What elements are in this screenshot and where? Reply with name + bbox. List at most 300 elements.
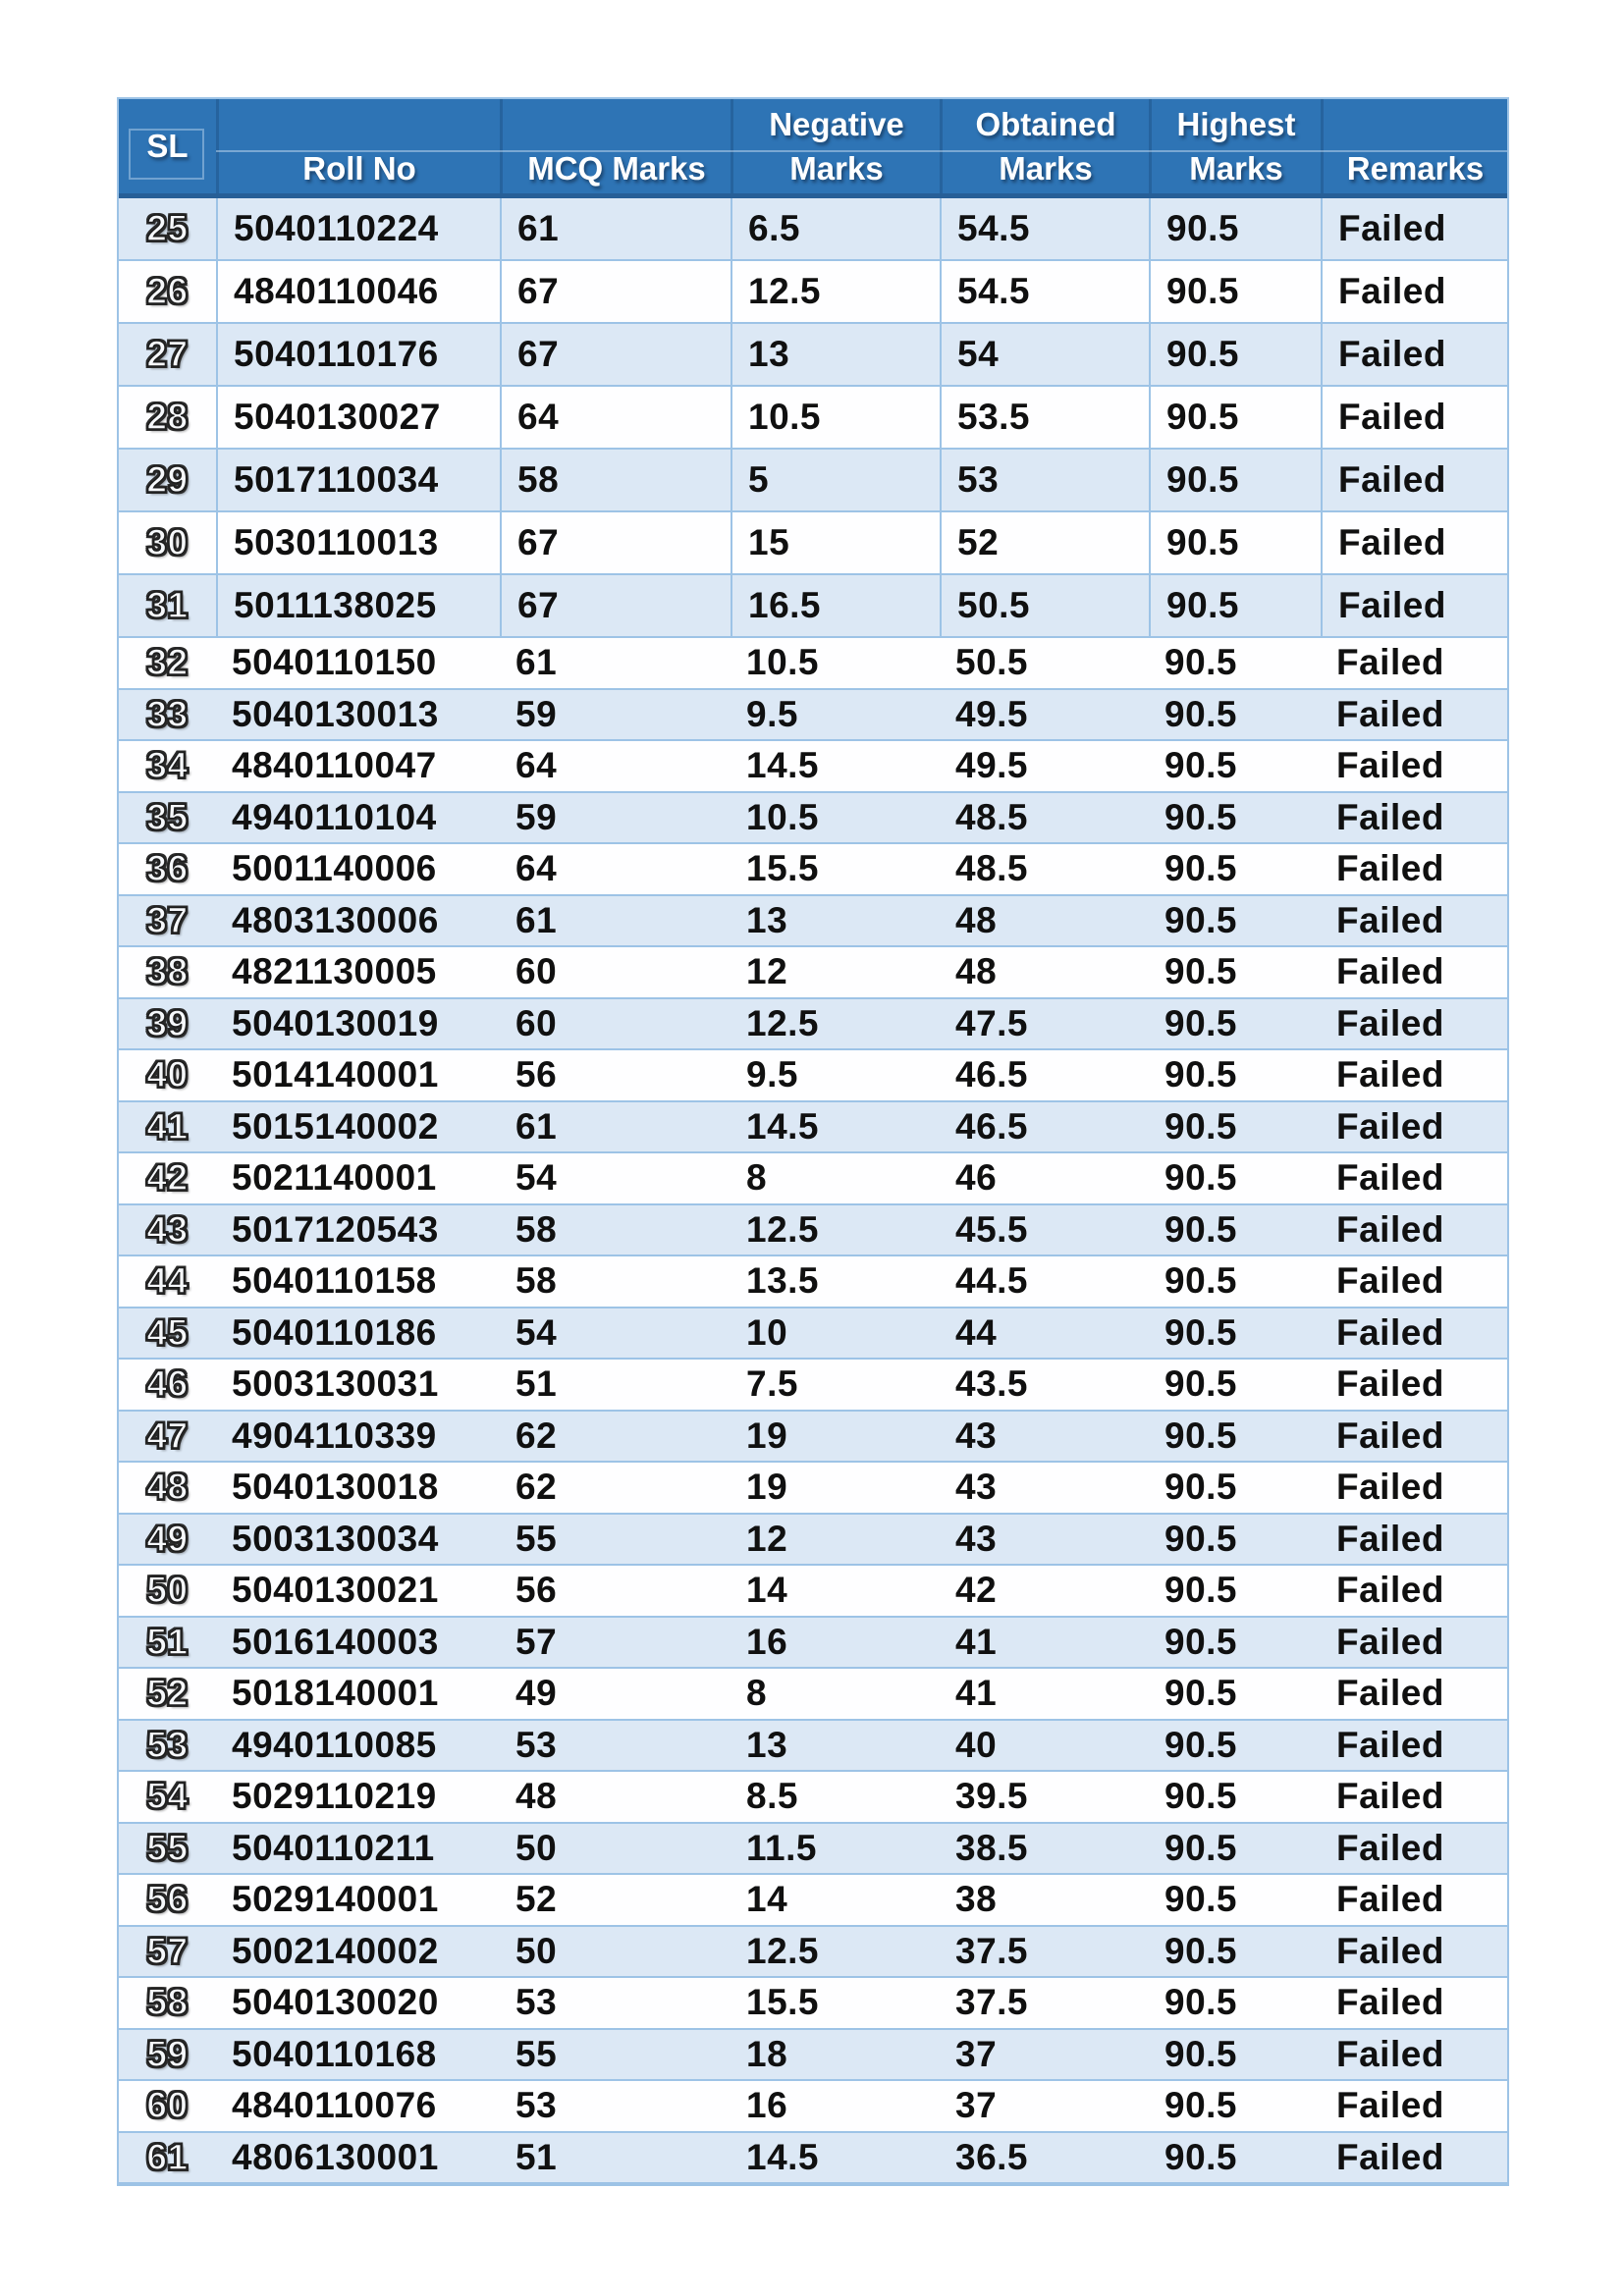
sl-cell: 32 bbox=[146, 642, 189, 683]
roll-no-cell: 5021140001 bbox=[232, 1157, 437, 1199]
remarks-cell: Failed bbox=[1321, 198, 1507, 259]
header-negative-marks-line2: Marks bbox=[789, 150, 884, 187]
table-row bbox=[119, 198, 1507, 261]
roll-no-cell: 5017120543 bbox=[232, 1208, 439, 1250]
negative-marks-cell: 19 bbox=[746, 1467, 788, 1508]
roll-no-cell: 5040130013 bbox=[232, 693, 439, 734]
header-sl-inset-box bbox=[129, 129, 204, 180]
highest-marks-cell: 90.5 bbox=[1164, 899, 1238, 940]
negative-marks-cell: 5 bbox=[731, 450, 940, 510]
roll-no-cell: 5003130034 bbox=[232, 1518, 439, 1559]
negative-marks-cell: 14 bbox=[746, 1570, 788, 1611]
table-row bbox=[119, 793, 1507, 845]
remarks-cell: Failed bbox=[1336, 693, 1444, 734]
highest-marks-cell: 90.5 bbox=[1164, 1724, 1238, 1765]
remarks-cell: Failed bbox=[1336, 2033, 1444, 2074]
negative-marks-cell: 8.5 bbox=[746, 1776, 798, 1817]
table-row bbox=[119, 1256, 1507, 1308]
highest-marks-cell: 90.5 bbox=[1164, 1467, 1238, 1508]
table-row bbox=[119, 1412, 1507, 1464]
sl-cell: 33 bbox=[146, 693, 189, 734]
obtained-marks-cell: 37.5 bbox=[955, 1982, 1029, 2023]
sl-cell: 40 bbox=[146, 1054, 189, 1095]
obtained-marks-cell: 46.5 bbox=[955, 1054, 1029, 1095]
negative-marks-cell: 9.5 bbox=[746, 1054, 798, 1095]
obtained-marks-cell: 53.5 bbox=[940, 387, 1149, 448]
table-row bbox=[119, 1463, 1507, 1515]
header-inner-divider-line bbox=[216, 150, 1507, 152]
roll-no-cell: 4803130006 bbox=[232, 899, 439, 940]
highest-marks-cell: 90.5 bbox=[1164, 848, 1238, 889]
mcq-marks-cell: 61 bbox=[515, 642, 558, 683]
negative-marks-cell: 8 bbox=[746, 1157, 768, 1199]
mcq-marks-cell: 61 bbox=[515, 1105, 558, 1147]
obtained-marks-cell: 46 bbox=[955, 1157, 998, 1199]
highest-marks-cell: 90.5 bbox=[1164, 745, 1238, 786]
highest-marks-cell: 90.5 bbox=[1164, 2136, 1238, 2177]
mcq-marks-cell: 48 bbox=[515, 1776, 558, 1817]
negative-marks-cell: 12.5 bbox=[731, 261, 940, 322]
highest-marks-cell: 90.5 bbox=[1149, 450, 1321, 510]
mcq-marks-cell: 67 bbox=[500, 512, 731, 573]
sl-cell: 47 bbox=[146, 1415, 189, 1456]
table-row bbox=[119, 638, 1507, 690]
header-roll-no-label: Roll No bbox=[302, 150, 416, 187]
negative-marks-cell: 14.5 bbox=[746, 1105, 820, 1147]
sl-cell: 36 bbox=[146, 848, 189, 889]
header-sl-label: SL bbox=[146, 128, 189, 164]
highest-marks-cell: 90.5 bbox=[1149, 387, 1321, 448]
mcq-marks-cell: 67 bbox=[500, 575, 731, 636]
negative-marks-cell: 10.5 bbox=[746, 642, 820, 683]
remarks-cell: Failed bbox=[1336, 1415, 1444, 1456]
obtained-marks-cell: 48 bbox=[955, 951, 998, 992]
highest-marks-cell: 90.5 bbox=[1149, 198, 1321, 259]
remarks-cell: Failed bbox=[1336, 1311, 1444, 1353]
roll-no-cell: 5040130027 bbox=[216, 387, 500, 448]
negative-marks-cell: 12.5 bbox=[746, 1208, 820, 1250]
highest-marks-cell: 90.5 bbox=[1149, 261, 1321, 322]
remarks-cell: Failed bbox=[1321, 261, 1507, 322]
roll-no-cell: 4940110085 bbox=[232, 1724, 437, 1765]
header-obtained-marks-line2: Marks bbox=[999, 150, 1093, 187]
table-row bbox=[119, 450, 1507, 512]
remarks-cell: Failed bbox=[1336, 1724, 1444, 1765]
remarks-cell: Failed bbox=[1336, 1054, 1444, 1095]
highest-marks-cell: 90.5 bbox=[1149, 324, 1321, 385]
obtained-marks-cell: 46.5 bbox=[955, 1105, 1029, 1147]
sl-cell: 53 bbox=[146, 1724, 189, 1765]
sl-cell: 60 bbox=[146, 2085, 189, 2126]
remarks-cell: Failed bbox=[1336, 1982, 1444, 2023]
roll-no-cell: 5040110176 bbox=[216, 324, 500, 385]
table-row bbox=[119, 844, 1507, 896]
remarks-cell: Failed bbox=[1336, 1260, 1444, 1302]
highest-marks-cell: 90.5 bbox=[1164, 693, 1238, 734]
header-highest-marks bbox=[1149, 99, 1321, 193]
roll-no-cell: 5018140001 bbox=[232, 1673, 439, 1714]
highest-marks-cell: 90.5 bbox=[1164, 1415, 1238, 1456]
table-row bbox=[119, 999, 1507, 1051]
roll-no-cell: 5011138025 bbox=[216, 575, 500, 636]
obtained-marks-cell: 49.5 bbox=[955, 745, 1029, 786]
mcq-marks-cell: 58 bbox=[500, 450, 731, 510]
table-row bbox=[119, 1669, 1507, 1721]
obtained-marks-cell: 44 bbox=[955, 1311, 998, 1353]
header-remarks bbox=[1321, 99, 1507, 193]
table-row bbox=[119, 324, 1507, 387]
header-highest-marks-line1: Highest bbox=[1176, 106, 1296, 142]
negative-marks-cell: 14 bbox=[746, 1879, 788, 1920]
remarks-cell: Failed bbox=[1336, 1827, 1444, 1868]
sl-cell: 56 bbox=[146, 1879, 189, 1920]
negative-marks-cell: 14.5 bbox=[746, 2136, 820, 2177]
mcq-marks-cell: 64 bbox=[500, 387, 731, 448]
mcq-marks-cell: 62 bbox=[515, 1415, 558, 1456]
obtained-marks-cell: 41 bbox=[955, 1673, 998, 1714]
table-row bbox=[119, 741, 1507, 793]
table-row bbox=[119, 1721, 1507, 1773]
roll-no-cell: 5040130021 bbox=[232, 1570, 439, 1611]
roll-no-cell: 5040110168 bbox=[232, 2033, 437, 2074]
sl-cell: 45 bbox=[146, 1311, 189, 1353]
highest-marks-cell: 90.5 bbox=[1164, 1208, 1238, 1250]
table-row bbox=[119, 1618, 1507, 1670]
obtained-marks-cell: 50.5 bbox=[940, 575, 1149, 636]
obtained-marks-cell: 36.5 bbox=[955, 2136, 1029, 2177]
obtained-marks-cell: 43 bbox=[955, 1415, 998, 1456]
roll-no-cell: 5029110219 bbox=[232, 1776, 437, 1817]
sl-cell: 29 bbox=[146, 459, 189, 500]
roll-no-cell: 4840110047 bbox=[232, 745, 437, 786]
remarks-cell: Failed bbox=[1336, 642, 1444, 683]
sl-cell: 42 bbox=[146, 1157, 189, 1199]
negative-marks-cell: 9.5 bbox=[746, 693, 798, 734]
negative-marks-cell: 11.5 bbox=[746, 1827, 817, 1868]
sl-cell: 39 bbox=[146, 1002, 189, 1043]
negative-marks-cell: 13 bbox=[746, 899, 788, 940]
sl-cell: 44 bbox=[146, 1260, 189, 1302]
highest-marks-cell: 90.5 bbox=[1164, 796, 1238, 837]
obtained-marks-cell: 37 bbox=[955, 2085, 998, 2126]
highest-marks-cell: 90.5 bbox=[1164, 1570, 1238, 1611]
header-mcq-marks-label: MCQ Marks bbox=[527, 150, 706, 187]
remarks-cell: Failed bbox=[1336, 1776, 1444, 1817]
remarks-cell: Failed bbox=[1336, 1930, 1444, 1971]
mcq-marks-cell: 60 bbox=[515, 951, 558, 992]
remarks-cell: Failed bbox=[1336, 951, 1444, 992]
roll-no-cell: 5015140002 bbox=[232, 1105, 439, 1147]
highest-marks-cell: 90.5 bbox=[1164, 642, 1238, 683]
remarks-cell: Failed bbox=[1336, 1518, 1444, 1559]
highest-marks-cell: 90.5 bbox=[1164, 2085, 1238, 2126]
roll-no-cell: 5040130020 bbox=[232, 1982, 439, 2023]
roll-no-cell: 5040110224 bbox=[216, 198, 500, 259]
sl-cell: 61 bbox=[146, 2136, 189, 2177]
table-body bbox=[119, 198, 1507, 2184]
remarks-cell: Failed bbox=[1336, 745, 1444, 786]
obtained-marks-cell: 54 bbox=[940, 324, 1149, 385]
roll-no-cell: 5040110186 bbox=[232, 1311, 437, 1353]
highest-marks-cell: 90.5 bbox=[1164, 1260, 1238, 1302]
table-row bbox=[119, 261, 1507, 324]
roll-no-cell: 5040110211 bbox=[232, 1827, 435, 1868]
mcq-marks-cell: 52 bbox=[515, 1879, 558, 1920]
table-row bbox=[119, 690, 1507, 742]
obtained-marks-cell: 47.5 bbox=[955, 1002, 1029, 1043]
sl-cell: 25 bbox=[146, 208, 189, 248]
table-row bbox=[119, 2133, 1507, 2185]
remarks-cell: Failed bbox=[1321, 450, 1507, 510]
mcq-marks-cell: 51 bbox=[515, 2136, 558, 2177]
remarks-cell: Failed bbox=[1336, 899, 1444, 940]
remarks-cell: Failed bbox=[1336, 1570, 1444, 1611]
header-negative-marks-line1: Negative bbox=[769, 106, 904, 142]
remarks-cell: Failed bbox=[1336, 1157, 1444, 1199]
table-row bbox=[119, 1360, 1507, 1412]
obtained-marks-cell: 40 bbox=[955, 1724, 998, 1765]
highest-marks-cell: 90.5 bbox=[1164, 1157, 1238, 1199]
sl-cell: 31 bbox=[146, 585, 189, 625]
mcq-marks-cell: 62 bbox=[515, 1467, 558, 1508]
table-row bbox=[119, 1102, 1507, 1154]
roll-no-cell: 4940110104 bbox=[232, 796, 437, 837]
table-header-row bbox=[119, 99, 1507, 198]
sl-cell: 57 bbox=[146, 1930, 189, 1971]
remarks-cell: Failed bbox=[1321, 512, 1507, 573]
sl-cell: 37 bbox=[146, 899, 189, 940]
roll-no-cell: 5040110150 bbox=[232, 642, 437, 683]
roll-no-cell: 4904110339 bbox=[232, 1415, 437, 1456]
roll-no-cell: 5001140006 bbox=[232, 848, 437, 889]
mcq-marks-cell: 67 bbox=[500, 261, 731, 322]
table-row bbox=[119, 1566, 1507, 1618]
sl-cell: 34 bbox=[146, 745, 189, 786]
negative-marks-cell: 16 bbox=[746, 1621, 788, 1662]
roll-no-cell: 4840110076 bbox=[232, 2085, 437, 2126]
highest-marks-cell: 90.5 bbox=[1164, 1982, 1238, 2023]
table-row bbox=[119, 1824, 1507, 1876]
obtained-marks-cell: 43 bbox=[955, 1518, 998, 1559]
negative-marks-cell: 10 bbox=[746, 1311, 788, 1353]
remarks-cell: Failed bbox=[1336, 1467, 1444, 1508]
highest-marks-cell: 90.5 bbox=[1149, 575, 1321, 636]
obtained-marks-cell: 48 bbox=[955, 899, 998, 940]
roll-no-cell: 5030110013 bbox=[216, 512, 500, 573]
table-row bbox=[119, 896, 1507, 948]
mcq-marks-cell: 50 bbox=[515, 1930, 558, 1971]
mcq-marks-cell: 59 bbox=[515, 693, 558, 734]
remarks-cell: Failed bbox=[1336, 2136, 1444, 2177]
header-negative-marks bbox=[731, 99, 940, 193]
obtained-marks-cell: 41 bbox=[955, 1621, 998, 1662]
obtained-marks-cell: 37 bbox=[955, 2033, 998, 2074]
table-row bbox=[119, 1308, 1507, 1361]
mcq-marks-cell: 61 bbox=[500, 198, 731, 259]
highest-marks-cell: 90.5 bbox=[1164, 1054, 1238, 1095]
header-sl bbox=[119, 99, 216, 193]
highest-marks-cell: 90.5 bbox=[1164, 1311, 1238, 1353]
negative-marks-cell: 13.5 bbox=[746, 1260, 820, 1302]
mcq-marks-cell: 55 bbox=[515, 1518, 558, 1559]
mcq-marks-cell: 56 bbox=[515, 1570, 558, 1611]
roll-no-cell: 4821130005 bbox=[232, 951, 437, 992]
remarks-cell: Failed bbox=[1336, 1363, 1444, 1405]
mcq-marks-cell: 67 bbox=[500, 324, 731, 385]
table-row bbox=[119, 1515, 1507, 1567]
sl-cell: 26 bbox=[146, 271, 189, 311]
remarks-cell: Failed bbox=[1321, 387, 1507, 448]
negative-marks-cell: 15.5 bbox=[746, 1982, 820, 2023]
roll-no-cell: 5017110034 bbox=[216, 450, 500, 510]
obtained-marks-cell: 48.5 bbox=[955, 796, 1029, 837]
mcq-marks-cell: 50 bbox=[515, 1827, 558, 1868]
remarks-cell: Failed bbox=[1336, 1621, 1444, 1662]
sl-cell: 46 bbox=[146, 1363, 189, 1405]
mcq-marks-cell: 60 bbox=[515, 1002, 558, 1043]
header-mcq-marks bbox=[500, 99, 731, 193]
remarks-cell: Failed bbox=[1336, 1002, 1444, 1043]
table-row bbox=[119, 1050, 1507, 1102]
highest-marks-cell: 90.5 bbox=[1164, 1363, 1238, 1405]
obtained-marks-cell: 43 bbox=[955, 1467, 998, 1508]
negative-marks-cell: 15 bbox=[731, 512, 940, 573]
mcq-marks-cell: 55 bbox=[515, 2033, 558, 2074]
highest-marks-cell: 90.5 bbox=[1164, 1776, 1238, 1817]
obtained-marks-cell: 38 bbox=[955, 1879, 998, 1920]
roll-no-cell: 5040130019 bbox=[232, 1002, 439, 1043]
mcq-marks-cell: 54 bbox=[515, 1311, 558, 1353]
sl-cell: 49 bbox=[146, 1518, 189, 1559]
table-row bbox=[119, 387, 1507, 450]
mcq-marks-cell: 64 bbox=[515, 745, 558, 786]
highest-marks-cell: 90.5 bbox=[1164, 1518, 1238, 1559]
sl-cell: 38 bbox=[146, 951, 189, 992]
mcq-marks-cell: 54 bbox=[515, 1157, 558, 1199]
sl-cell: 54 bbox=[146, 1776, 189, 1817]
mcq-marks-cell: 57 bbox=[515, 1621, 558, 1662]
highest-marks-cell: 90.5 bbox=[1164, 951, 1238, 992]
obtained-marks-cell: 37.5 bbox=[955, 1930, 1029, 1971]
table-row bbox=[119, 1772, 1507, 1824]
negative-marks-cell: 14.5 bbox=[746, 745, 820, 786]
highest-marks-cell: 90.5 bbox=[1149, 512, 1321, 573]
highest-marks-cell: 90.5 bbox=[1164, 1827, 1238, 1868]
table-row bbox=[119, 1927, 1507, 1979]
table-row bbox=[119, 512, 1507, 575]
negative-marks-cell: 12.5 bbox=[746, 1930, 820, 1971]
negative-marks-cell: 8 bbox=[746, 1673, 768, 1714]
negative-marks-cell: 13 bbox=[731, 324, 940, 385]
obtained-marks-cell: 45.5 bbox=[955, 1208, 1029, 1250]
obtained-marks-cell: 42 bbox=[955, 1570, 998, 1611]
remarks-cell: Failed bbox=[1336, 1673, 1444, 1714]
table-row bbox=[119, 1205, 1507, 1257]
highest-marks-cell: 90.5 bbox=[1164, 1002, 1238, 1043]
mcq-marks-cell: 59 bbox=[515, 796, 558, 837]
negative-marks-cell: 16 bbox=[746, 2085, 788, 2126]
obtained-marks-cell: 43.5 bbox=[955, 1363, 1029, 1405]
remarks-cell: Failed bbox=[1336, 1208, 1444, 1250]
header-roll-no bbox=[216, 99, 500, 193]
highest-marks-cell: 90.5 bbox=[1164, 1930, 1238, 1971]
mcq-marks-cell: 56 bbox=[515, 1054, 558, 1095]
obtained-marks-cell: 38.5 bbox=[955, 1827, 1029, 1868]
obtained-marks-cell: 54.5 bbox=[940, 261, 1149, 322]
negative-marks-cell: 12.5 bbox=[746, 1002, 820, 1043]
roll-no-cell: 5003130031 bbox=[232, 1363, 439, 1405]
sl-cell: 59 bbox=[146, 2033, 189, 2074]
mcq-marks-cell: 64 bbox=[515, 848, 558, 889]
sl-cell: 28 bbox=[146, 397, 189, 437]
sl-cell: 52 bbox=[146, 1673, 189, 1714]
roll-no-cell: 5040130018 bbox=[232, 1467, 439, 1508]
obtained-marks-cell: 53 bbox=[940, 450, 1149, 510]
remarks-cell: Failed bbox=[1336, 1879, 1444, 1920]
table-row bbox=[119, 1978, 1507, 2030]
table-row bbox=[119, 1153, 1507, 1205]
highest-marks-cell: 90.5 bbox=[1164, 2033, 1238, 2074]
negative-marks-cell: 12 bbox=[746, 951, 788, 992]
mcq-marks-cell: 58 bbox=[515, 1208, 558, 1250]
sl-cell: 58 bbox=[146, 1982, 189, 2023]
obtained-marks-cell: 44.5 bbox=[955, 1260, 1029, 1302]
sl-cell: 55 bbox=[146, 1827, 189, 1868]
table-row bbox=[119, 1875, 1507, 1927]
sl-cell: 43 bbox=[146, 1208, 189, 1250]
roll-no-cell: 5040110158 bbox=[232, 1260, 437, 1302]
remarks-cell: Failed bbox=[1321, 575, 1507, 636]
mcq-marks-cell: 53 bbox=[515, 2085, 558, 2126]
sl-cell: 48 bbox=[146, 1467, 189, 1508]
obtained-marks-cell: 48.5 bbox=[955, 848, 1029, 889]
negative-marks-cell: 6.5 bbox=[731, 198, 940, 259]
negative-marks-cell: 7.5 bbox=[746, 1363, 798, 1405]
negative-marks-cell: 19 bbox=[746, 1415, 788, 1456]
remarks-cell: Failed bbox=[1336, 796, 1444, 837]
roll-no-cell: 5029140001 bbox=[232, 1879, 439, 1920]
negative-marks-cell: 10.5 bbox=[731, 387, 940, 448]
roll-no-cell: 5002140002 bbox=[232, 1930, 439, 1971]
table-row bbox=[119, 2030, 1507, 2082]
header-highest-marks-line2: Marks bbox=[1189, 150, 1283, 187]
obtained-marks-cell: 54.5 bbox=[940, 198, 1149, 259]
negative-marks-cell: 13 bbox=[746, 1724, 788, 1765]
remarks-cell: Failed bbox=[1321, 324, 1507, 385]
table-row bbox=[119, 947, 1507, 999]
negative-marks-cell: 12 bbox=[746, 1518, 788, 1559]
negative-marks-cell: 15.5 bbox=[746, 848, 820, 889]
remarks-cell: Failed bbox=[1336, 2085, 1444, 2126]
obtained-marks-cell: 39.5 bbox=[955, 1776, 1029, 1817]
sl-cell: 35 bbox=[146, 796, 189, 837]
roll-no-cell: 4806130001 bbox=[232, 2136, 439, 2177]
table-row bbox=[119, 575, 1507, 638]
sl-cell: 41 bbox=[146, 1105, 189, 1147]
mcq-marks-cell: 53 bbox=[515, 1724, 558, 1765]
obtained-marks-cell: 50.5 bbox=[955, 642, 1029, 683]
mcq-marks-cell: 49 bbox=[515, 1673, 558, 1714]
header-obtained-marks-line1: Obtained bbox=[975, 106, 1116, 142]
mcq-marks-cell: 51 bbox=[515, 1363, 558, 1405]
highest-marks-cell: 90.5 bbox=[1164, 1673, 1238, 1714]
header-obtained-marks bbox=[940, 99, 1149, 193]
mcq-marks-cell: 61 bbox=[515, 899, 558, 940]
sl-cell: 51 bbox=[146, 1621, 189, 1662]
negative-marks-cell: 10.5 bbox=[746, 796, 820, 837]
sl-cell: 27 bbox=[146, 334, 189, 374]
results-table bbox=[117, 97, 1509, 2186]
